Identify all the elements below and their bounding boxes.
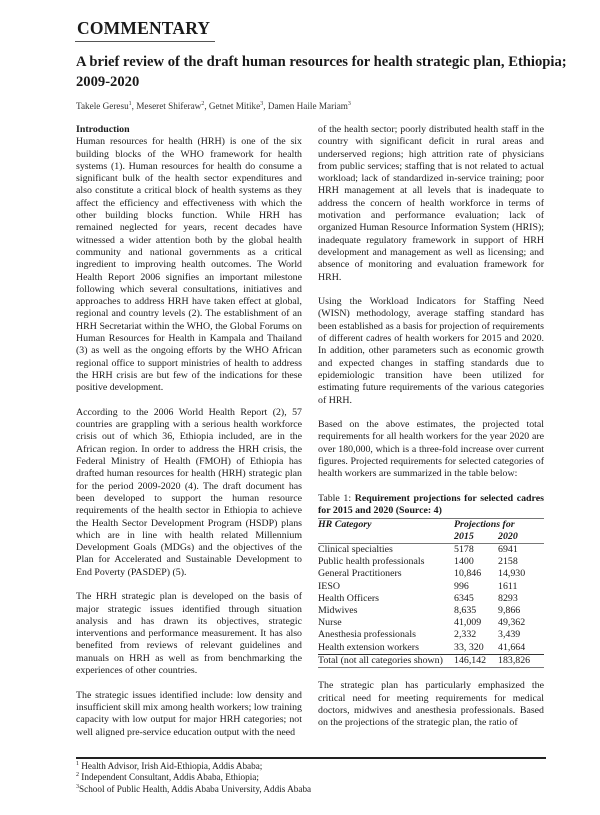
category: IESO <box>318 580 340 592</box>
header-category: HR Category <box>318 518 372 530</box>
body-columns <box>76 124 546 751</box>
value-2020: 1611 <box>498 580 518 592</box>
header-projections: Projections for <box>454 518 515 530</box>
value-2015: 996 <box>454 580 469 592</box>
category: Clinical specialties <box>318 543 393 555</box>
table-caption-title: Requirement projections for selected cadres for 2015 and 2020 (Source: 4) <box>318 492 544 517</box>
author: Meseret Shiferaw <box>136 101 202 111</box>
category: Health Officers <box>318 592 379 604</box>
footnote <box>76 772 546 784</box>
author-affiliation: 2 <box>201 100 205 107</box>
table-row <box>318 617 544 629</box>
footnotes <box>76 761 546 796</box>
table-row <box>318 543 544 556</box>
paragraph: Using the Workload Indicators for Staffing Need (WISN) methodology, average staffing standard has been established as a basis for projection of requirements of different cadres of health workers for 2015 and 2020. In addition, other parameters such as economic growth and expected changes in staffing standards due to epidemiologic transition have been utilized for estimating future requirements of the various categories of HRH. <box>318 296 544 406</box>
footnote-text: Health Advisor, Irish Aid-Ethiopia, Addis Ababa; <box>79 760 263 771</box>
intro-heading: Introduction <box>76 124 130 135</box>
header-year: 2020 <box>498 530 518 542</box>
author-affiliation: 3 <box>260 100 264 107</box>
value-2020: 9,866 <box>498 604 521 616</box>
projections-table <box>318 518 544 668</box>
value-2015: 5178 <box>454 543 474 555</box>
value-2015: 41,009 <box>454 617 482 629</box>
value-2015: 2,332 <box>454 629 477 641</box>
table-row <box>318 629 544 641</box>
category: Health extension workers <box>318 641 419 653</box>
paragraph: The strategic plan has particularly emphasized the critical need for meeting requirements for medical doctors, midwives and anesthesia professionals. Based on the projections of the strategic plan, the ratio of <box>318 680 544 729</box>
author-affiliation: 3 <box>347 100 351 107</box>
header-spacer <box>318 531 454 544</box>
author: Getnet Mitike <box>208 101 261 111</box>
table-caption <box>318 493 544 518</box>
table-row <box>318 581 544 593</box>
total-label: Total (not all categories shown) <box>318 654 454 667</box>
total-2020: 183,826 <box>498 654 544 667</box>
section-underline <box>75 41 215 42</box>
footnote-marker: 3 <box>76 783 79 790</box>
footnote-text: School of Public Health, Addis Ababa University, Addis Ababa <box>79 783 312 794</box>
table-row <box>318 556 544 568</box>
table-caption-prefix: Table 1: <box>318 492 355 504</box>
category: Midwives <box>318 604 358 616</box>
paragraph: Human resources for health (HRH) is one of the six building blocks of the WHO framework for health systems (1). Human resources for health do consume a significant bulk of the health sector expenditures and also constitute a critical block of health systems as they affect the efficiency and effectiveness with which the other building blocks function. While HRH has remained neglected for years, recent decades have witnessed a wider attention both by the global health community and national governments as a critical ingredient to improving health outcomes. The World Health Report 2006 signifies an important milestone following which several consultations, initiatives and approaches to address HRH have taken effect at global, regional and country levels (2). The establishment of an HRH Secretariat within the WHO, the Global Forums on Human Resources for Health in Kampala and Thailand (3) as well as the ongoing efforts by the WHO African regional office to support ministries of health to address the HRH crisis are but few of the indications for these positive development. <box>76 136 302 394</box>
author-list: Takele Geresu$^1$, Meseret Shiferaw$^2$, Getnet Mitike$^3$, Damen Haile Mariam$^3$ <box>76 100 351 111</box>
table-row <box>318 642 544 655</box>
article-title: A brief review of the draft human resources for health strategic plan, Ethiopia; 2009-2020 <box>76 54 567 90</box>
table-row <box>318 593 544 605</box>
footnote-marker: 2 <box>76 772 79 779</box>
category: Nurse <box>318 617 342 629</box>
header-year: 2015 <box>454 530 474 542</box>
value-2020: 41,664 <box>498 641 526 653</box>
paragraph: According to the 2006 World Health Report (2), 57 countries are grappling with a serious health workforce crisis out of which 36, Ethiopia included, are in the African region. In order to address the HRH crisis, the Federal Ministry of Health (FMOH) of Ethiopia has drafted human resources for health (HRH) strategic plan for the period 2009-2020 (4). The draft document has been developed to support the human resource requirements of the health sector in Ethiopia to achieve the Health Sector Development Program (HSDP) plans which are in line with health related Millennium Development Goals (MDGs) and the objectives of the Plan for Accelerated and Sustainable Development to End Poverty (PASDEP) (5). <box>76 406 302 578</box>
section-label: COMMENTARY <box>77 18 211 38</box>
author: Takele Geresu <box>76 101 129 111</box>
value-2015: 6345 <box>454 592 474 604</box>
table-row <box>318 605 544 617</box>
value-2015: 10,846 <box>454 568 482 580</box>
value-2015: 1400 <box>454 556 474 568</box>
table-total-row <box>318 654 544 667</box>
right-column <box>318 124 544 742</box>
value-2015: 33, 320 <box>454 641 484 653</box>
footnote-divider <box>76 757 546 759</box>
category: General Practitioners <box>318 568 402 580</box>
value-2020: 49,362 <box>498 617 526 629</box>
footnote <box>76 761 546 773</box>
category: Public health professionals <box>318 556 425 568</box>
value-2015: 8,635 <box>454 604 477 616</box>
author: Damen Haile Mariam <box>267 101 348 111</box>
footnote-text: Independent Consultant, Addis Ababa, Ethiopia; <box>79 772 259 783</box>
paragraph: The strategic issues identified include: low density and insufficient skill mix among health workers; low training capacity with low output for major HRH categories; not well aligned pre-service education output with the need <box>76 689 302 738</box>
value-2020: 3,439 <box>498 629 521 641</box>
footnote <box>76 784 546 796</box>
total-2015: 146,142 <box>454 654 498 667</box>
value-2020: 2158 <box>498 556 518 568</box>
paragraph: The HRH strategic plan is developed on the basis of major strategic issues identified through situation analysis and has drawn its objectives, strategic interventions and performance measurement. It has also benefited from reviews of relevant guidelines and manuals on HRH as well as from benchmarking the experiences of other countries. <box>76 591 302 677</box>
table-row <box>318 568 544 580</box>
value-2020: 8293 <box>498 592 518 604</box>
author-affiliation: 1 <box>128 100 132 107</box>
paragraph: Based on the above estimates, the projected total requirements for all health workers for the year 2020 are over 180,000, which is a three-fold increase over current figures. Projected requirements for selected categories of health workers are summarized in the table below: <box>318 419 544 480</box>
left-column <box>76 124 302 751</box>
value-2020: 6941 <box>498 543 518 555</box>
category: Anesthesia professionals <box>318 629 416 641</box>
value-2020: 14,930 <box>498 568 526 580</box>
paragraph: of the health sector; poorly distributed health staff in the country with significant deficit in rural areas and underserved regions; high attrition rate of physicians from public services; staffing that is not related to actual workload; lack of standardized in-service training; poor HRH management at all levels that is inadequate to address the concern of health workforce in terms of motivation and performance evaluation; lack of organized Human Resource Information System (HRIS); inadequate regulatory framework in support of HRH development and management as well as licensing; and absence of monitoring and evaluation framework for HRH. <box>318 124 544 283</box>
footnote-marker: 1 <box>76 760 79 767</box>
